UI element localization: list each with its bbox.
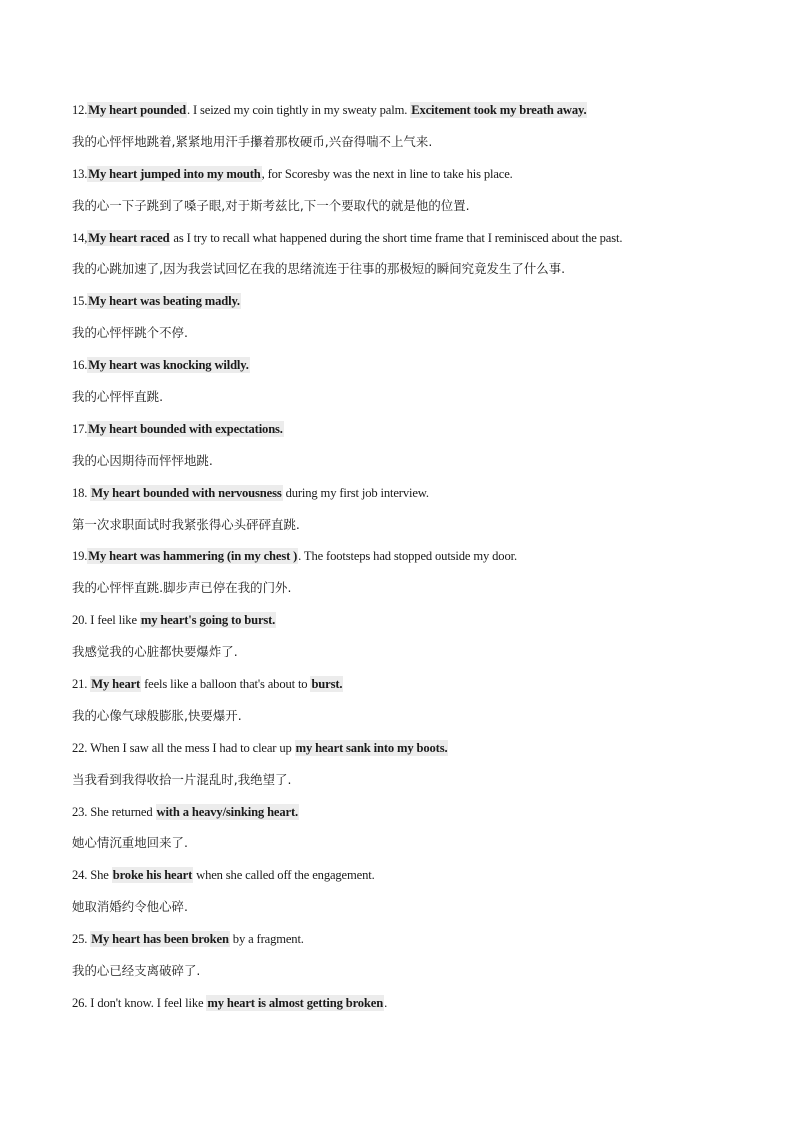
chinese-translation: 我的心因期待而怦怦地跳. [72, 452, 213, 468]
highlighted-phrase: broke his heart [112, 868, 193, 883]
highlighted-phrase: My heart was knocking wildly. [88, 358, 249, 373]
sentence-text: 15. [72, 294, 88, 309]
english-sentence [72, 353, 722, 385]
phrase-list [72, 98, 722, 1023]
sentence-text: 21. [72, 677, 91, 692]
sentence-text: , for Scoresby was the next in line to take his place. [261, 166, 513, 181]
sentence-text: 14, [72, 230, 88, 245]
sentence-text: by a fragment. [229, 932, 304, 947]
sentence-text: during my first job interview. [282, 485, 429, 500]
sentence-text: 25. [72, 932, 91, 947]
chinese-translation: 我的心怦怦地跳着,紧紧地用汗手攥着那枚硬币,兴奋得喘不上气来. [72, 133, 433, 149]
chinese-translation: 我的心怦怦直跳. [72, 389, 164, 405]
chinese-translation: 当我看到我得收拾一片混乱时,我绝望了. [72, 771, 292, 787]
sentence-text: 23. She returned [72, 804, 156, 819]
sentence-text: as I try to recall what happened during the short time frame that I reminisced about the past. [170, 230, 623, 245]
english-sentence [72, 289, 722, 321]
highlighted-phrase: My heart has been broken [91, 932, 229, 947]
sentence-text: 17. [72, 421, 88, 436]
english-sentence [72, 98, 722, 130]
sentence-text: 20. I feel like [72, 613, 140, 628]
highlighted-phrase: my heart sank into my boots. [295, 740, 448, 755]
sentence-text: . I seized my coin tightly in my sweaty palm. [186, 103, 411, 117]
highlighted-phrase: My heart bounded with expectations. [88, 421, 283, 436]
highlighted-phrase: My heart bounded with nervousness [91, 485, 282, 500]
highlighted-phrase: burst. [311, 677, 343, 692]
english-sentence [72, 481, 722, 513]
sentence-text: . [384, 995, 388, 1010]
chinese-translation: 我感觉我的心脏都快要爆炸了. [72, 644, 238, 660]
english-sentence [72, 991, 722, 1023]
sentence-text: 19. [72, 549, 88, 564]
highlighted-phrase: my heart is almost getting broken [207, 995, 384, 1010]
sentence-text: 13. [72, 166, 88, 181]
chinese-translation: 我的心怦怦直跳.脚步声已停在我的门外. [72, 580, 292, 596]
sentence-text: 12. [72, 103, 88, 117]
highlighted-phrase: my heart's going to burst. [140, 613, 276, 628]
chinese-translation: 我的心怦怦跳个不停. [72, 325, 188, 341]
sentence-text: 18. [72, 485, 91, 500]
chinese-translation: 她取消婚约令他心碎. [72, 899, 188, 915]
chinese-translation: 我的心已经支离破碎了. [72, 963, 201, 979]
highlighted-phrase: My heart jumped into my mouth [88, 166, 261, 181]
chinese-translation: 我的心一下子跳到了嗓子眼,对于斯考兹比,下一个要取代的就是他的位置. [72, 197, 470, 213]
english-sentence [72, 417, 722, 449]
highlighted-phrase: My heart was beating madly. [88, 294, 240, 309]
sentence-text: 26. I don't know. I feel like [72, 995, 207, 1010]
highlighted-phrase: Excitement took my breath away. [411, 103, 587, 117]
highlighted-phrase: with a heavy/sinking heart. [156, 804, 298, 819]
english-sentence [72, 736, 722, 768]
english-sentence [72, 608, 722, 640]
highlighted-phrase: My heart [91, 677, 141, 692]
sentence-text: when she called off the engagement. [193, 868, 375, 883]
sentence-text: feels like a balloon that's about to [141, 677, 311, 692]
sentence-text: 22. When I saw all the mess I had to clear up [72, 740, 295, 755]
chinese-translation: 第一次求职面试时我紧张得心头砰砰直跳. [72, 516, 300, 532]
chinese-translation: 我的心像气球般膨胀,快要爆开. [72, 707, 242, 723]
sentence-text: . The footsteps had stopped outside my door. [298, 549, 517, 564]
sentence-text: 24. She [72, 868, 112, 883]
highlighted-phrase: My heart was hammering (in my chest ) [88, 549, 298, 564]
english-sentence [72, 672, 722, 704]
highlighted-phrase: My heart pounded [88, 103, 186, 117]
english-sentence [72, 863, 722, 895]
english-sentence [72, 162, 722, 194]
sentence-text: 16. [72, 358, 88, 373]
highlighted-phrase: My heart raced [88, 230, 170, 245]
english-sentence [72, 544, 722, 576]
english-sentence [72, 800, 722, 832]
chinese-translation: 我的心跳加速了,因为我尝试回忆在我的思绪流连于往事的那极短的瞬间究竟发生了什么事. [72, 261, 566, 277]
english-sentence [72, 927, 722, 959]
chinese-translation: 她心情沉重地回来了. [72, 835, 188, 851]
english-sentence [72, 226, 722, 258]
